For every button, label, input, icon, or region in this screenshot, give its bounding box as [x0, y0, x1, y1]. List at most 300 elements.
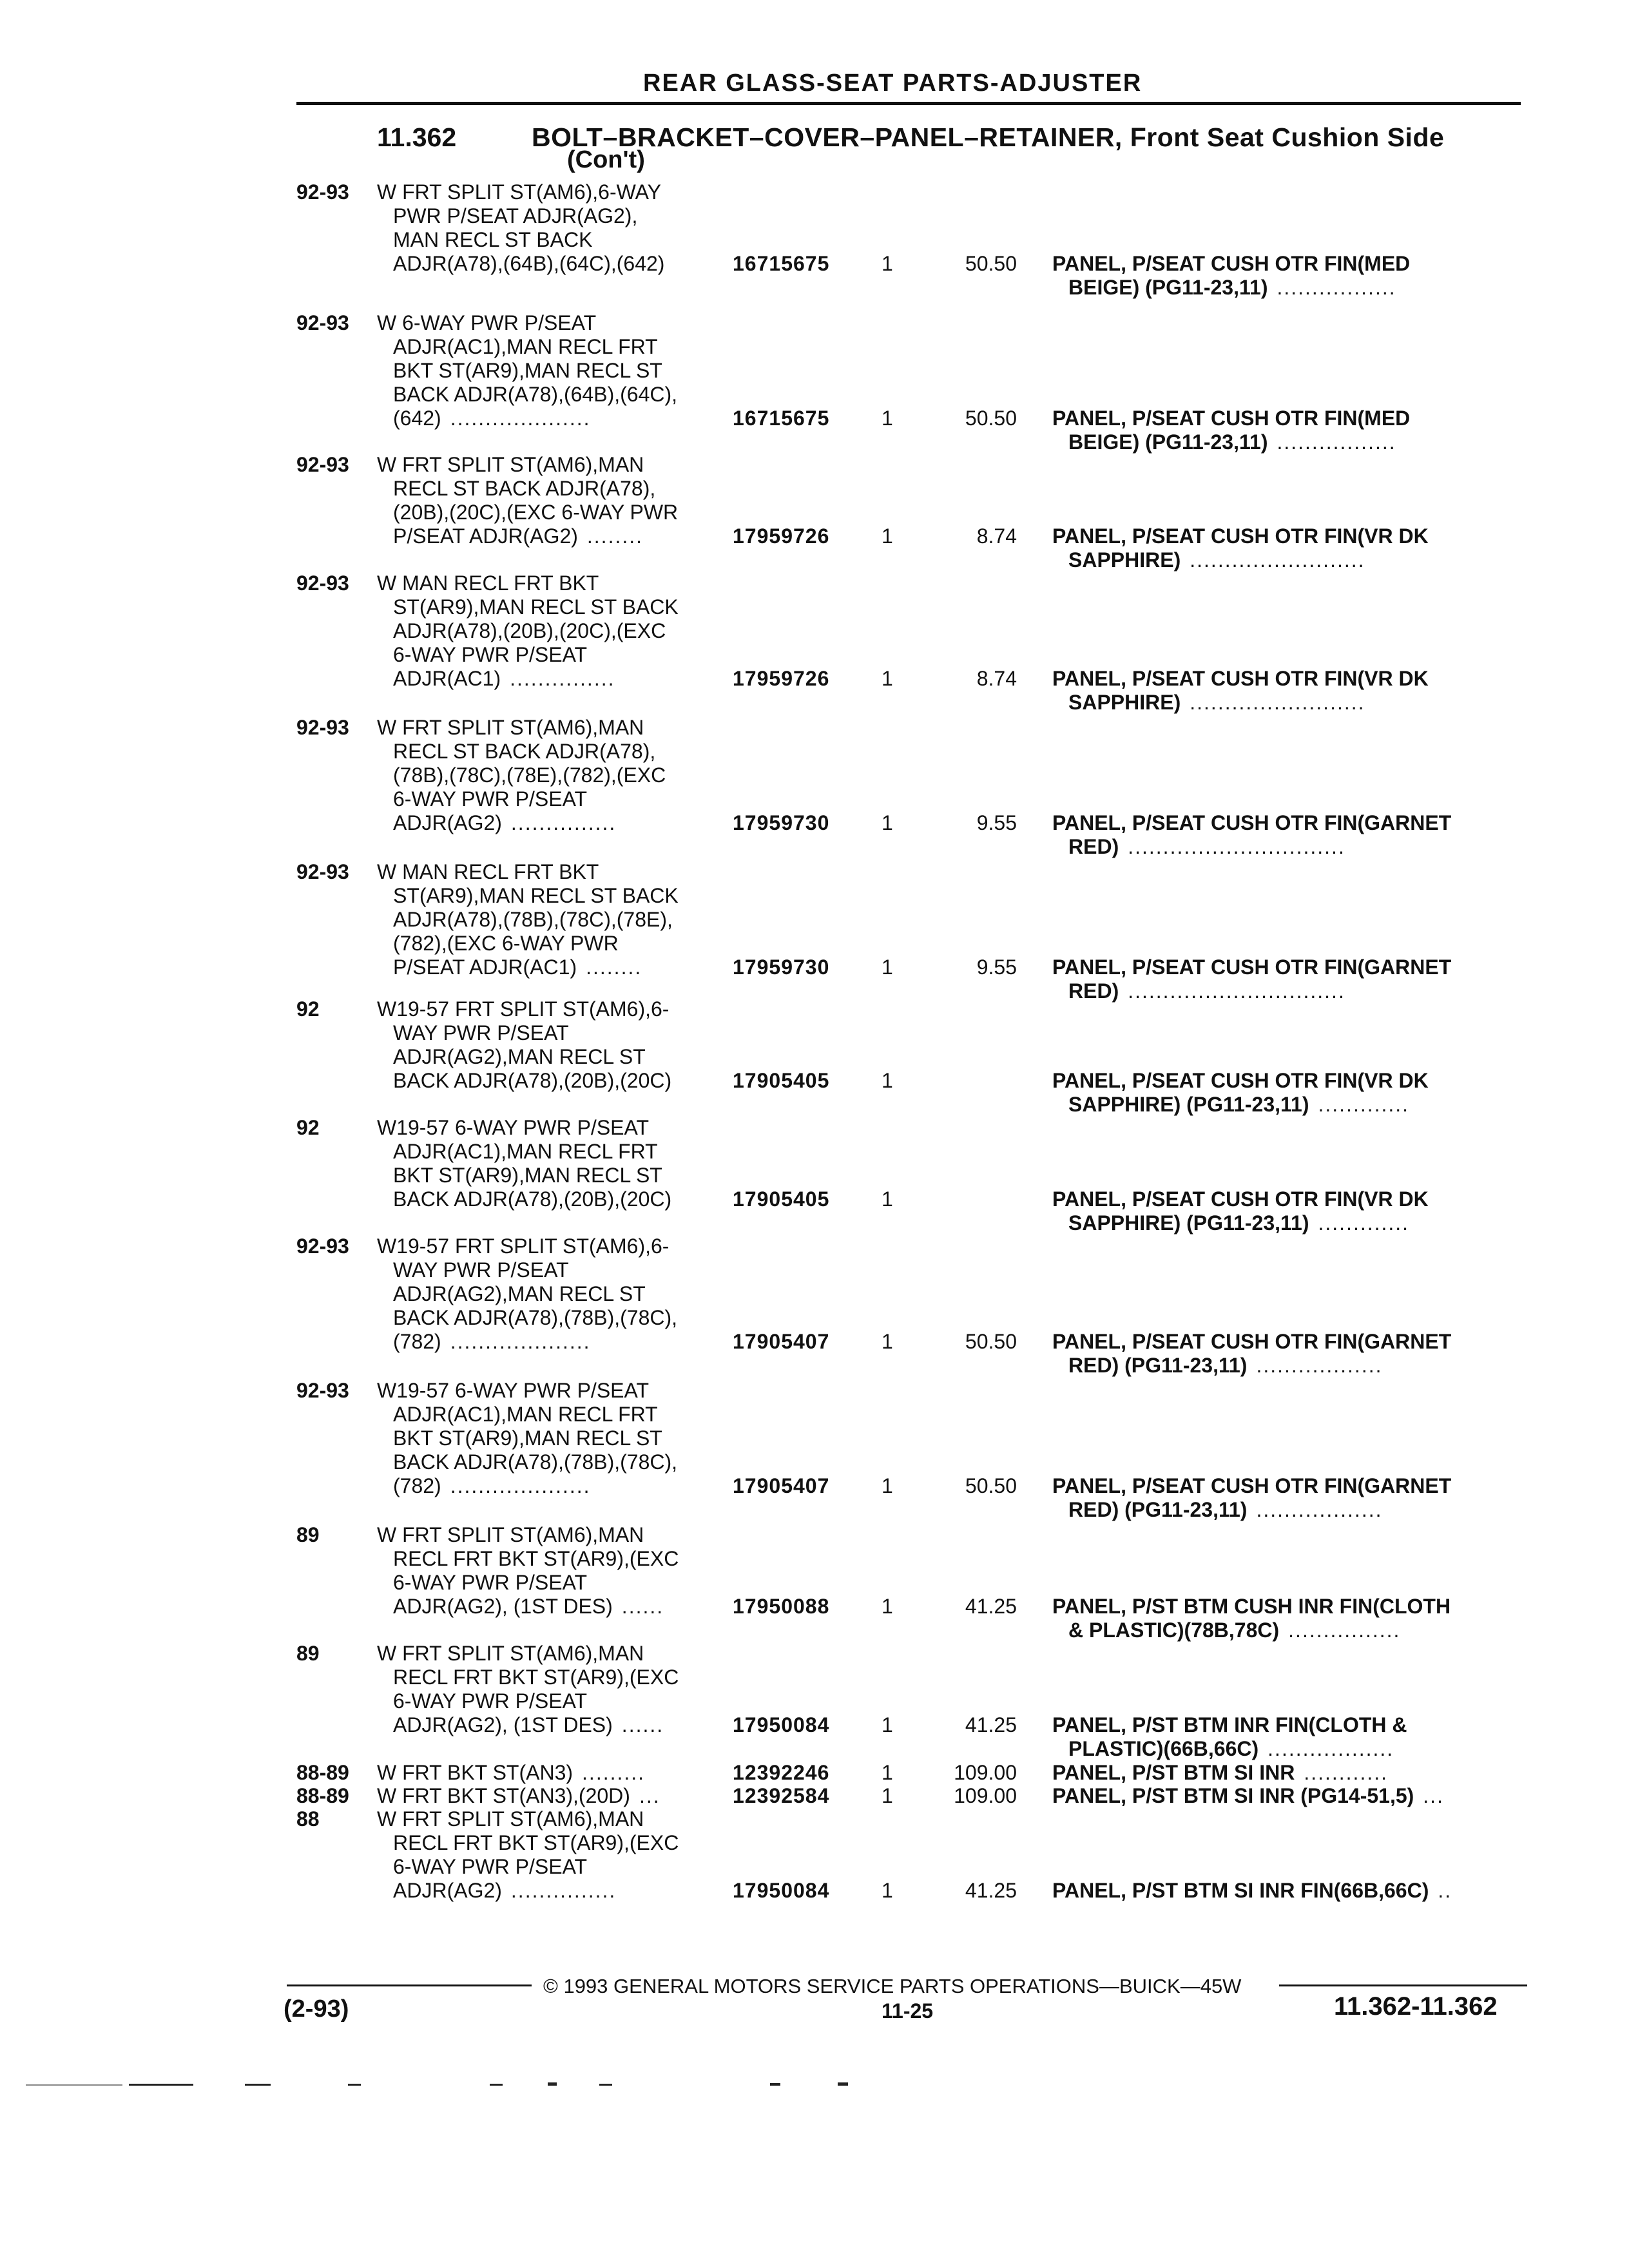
description-line [377, 1879, 679, 1903]
part-name-line [1052, 956, 1451, 979]
part-number: 17905405 [733, 1187, 830, 1211]
quantity: 1 [882, 1713, 893, 1736]
leader-dots: .................... [450, 1474, 591, 1497]
description-line [377, 1282, 677, 1306]
part-name-line [1052, 1713, 1407, 1737]
description-text: W MAN RECL FRT BKT [377, 572, 599, 595]
part-name-line [1052, 548, 1429, 572]
description-text: W FRT SPLIT ST(AM6),6-WAY [377, 180, 661, 204]
part-name-text: PANEL, P/SEAT CUSH OTR FIN(MED [1052, 252, 1411, 275]
entry-year: 88-89 [296, 1761, 349, 1784]
description-text: W19-57 6-WAY PWR P/SEAT [377, 1116, 650, 1139]
description-text: W FRT BKT ST(AN3) [377, 1761, 574, 1784]
description-line [377, 1140, 671, 1164]
description-text: ADJR(AC1) [393, 667, 501, 690]
quantity: 1 [882, 1069, 893, 1092]
entry-description [377, 1116, 671, 1211]
entry-year: 88-89 [296, 1784, 349, 1807]
leader-dots: ... [639, 1784, 660, 1807]
description-text: P/SEAT ADJR(AG2) [393, 524, 578, 548]
entry-description [377, 1642, 679, 1737]
part-name-line [1052, 1619, 1451, 1642]
part-name-line [1052, 252, 1410, 276]
entry-description [377, 572, 679, 691]
leader-dots: ......................... [1190, 691, 1365, 714]
entry-year: 92-93 [296, 860, 349, 883]
price: 41.25 [965, 1595, 1017, 1618]
part-name-text: PANEL, P/ST BTM SI INR [1052, 1761, 1295, 1784]
entry-year: 88 [296, 1807, 320, 1831]
description-line [377, 1523, 679, 1547]
description-text: BACK ADJR(A78),(78B),(78C), [393, 1306, 678, 1329]
description-line [377, 1761, 645, 1785]
description-line [377, 1474, 677, 1498]
part-name-line [1052, 430, 1410, 454]
description-line [377, 1069, 671, 1093]
description-text: ADJR(AG2), (1ST DES) [393, 1595, 613, 1618]
description-text: WAY PWR P/SEAT [393, 1021, 569, 1044]
leader-dots: ...... [621, 1713, 664, 1736]
footer-date-code: (2-93) [284, 1995, 349, 2023]
description-line [377, 1784, 660, 1808]
leader-dots: ............... [510, 667, 615, 690]
description-text: 6-WAY PWR P/SEAT [393, 643, 588, 666]
price: 9.55 [976, 956, 1017, 979]
description-line [377, 764, 666, 787]
quantity: 1 [882, 1879, 893, 1902]
part-name [1052, 1187, 1429, 1235]
description-line [377, 501, 678, 524]
description-text: P/SEAT ADJR(AC1) [393, 956, 577, 979]
part-name [1052, 252, 1410, 300]
description-text: WAY PWR P/SEAT [393, 1258, 569, 1282]
description-text: BKT ST(AR9),MAN RECL ST [393, 359, 662, 382]
price: 109.00 [954, 1761, 1017, 1784]
footer-page-number: 11-25 [882, 1999, 934, 2023]
part-name-line [1052, 979, 1451, 1003]
part-name-line [1052, 1595, 1451, 1619]
part-name [1052, 1879, 1452, 1903]
part-name-line [1052, 691, 1429, 715]
description-text: ADJR(A78),(64B),(64C),(642) [393, 252, 665, 275]
part-name-text: SAPPHIRE) [1068, 548, 1181, 572]
description-line [377, 932, 679, 956]
description-text: (782) [393, 1330, 441, 1353]
leader-dots: ............................... [1128, 835, 1345, 858]
entry-year: 92-93 [296, 572, 349, 595]
description-line [377, 1713, 679, 1737]
scan-artifact-dash [838, 2082, 848, 2086]
description-line [377, 667, 679, 691]
description-text: BACK ADJR(A78),(78B),(78C), [393, 1450, 678, 1474]
part-number: 17959726 [733, 667, 830, 690]
description-text: 6-WAY PWR P/SEAT [393, 1855, 588, 1878]
leader-dots: ...... [621, 1595, 664, 1618]
part-name-text: & PLASTIC)(78B,78C) [1068, 1619, 1280, 1642]
part-name [1052, 1069, 1429, 1117]
part-name-text: PANEL, P/ST BTM SI INR (PG14-51,5) [1052, 1784, 1414, 1807]
part-name-text: RED) (PG11-23,11) [1068, 1354, 1248, 1377]
description-text: W FRT SPLIT ST(AM6),MAN [377, 1807, 644, 1831]
part-name-line [1052, 1354, 1451, 1378]
quantity: 1 [882, 1474, 893, 1497]
description-line [377, 908, 679, 932]
section-continued: (Con't) [567, 146, 645, 173]
part-name [1052, 407, 1410, 454]
leader-dots: ... [1423, 1784, 1444, 1807]
part-name-line [1052, 1737, 1407, 1761]
description-text: ADJR(AC1),MAN RECL FRT [393, 1140, 658, 1163]
part-name [1052, 667, 1429, 715]
part-name [1052, 1474, 1451, 1522]
description-text: 6-WAY PWR P/SEAT [393, 787, 588, 811]
entry-description [377, 311, 677, 430]
description-text: ADJR(AG2),MAN RECL ST [393, 1045, 646, 1068]
part-number: 17959730 [733, 811, 830, 834]
description-line [377, 1164, 671, 1187]
description-line [377, 1547, 679, 1571]
description-text: MAN RECL ST BACK [393, 228, 593, 251]
description-line [377, 1021, 671, 1045]
entry-year: 92-93 [296, 180, 349, 204]
leader-dots: ................. [1277, 276, 1396, 299]
description-line [377, 1187, 671, 1211]
part-name [1052, 811, 1451, 859]
entry-description [377, 1807, 679, 1903]
quantity: 1 [882, 1330, 893, 1353]
description-text: (20B),(20C),(EXC 6-WAY PWR [393, 501, 679, 524]
part-name-text: SAPPHIRE) (PG11-23,11) [1068, 1211, 1309, 1235]
description-line [377, 787, 666, 811]
description-text: ADJR(A78),(78B),(78C),(78E), [393, 908, 673, 931]
price: 9.55 [976, 811, 1017, 834]
description-text: (642) [393, 407, 441, 430]
quantity: 1 [882, 811, 893, 834]
description-text: W FRT SPLIT ST(AM6),MAN [377, 1523, 644, 1546]
leader-dots: ......... [582, 1761, 646, 1784]
part-name [1052, 1595, 1451, 1642]
description-line [377, 884, 679, 908]
leader-dots: ............... [510, 1879, 617, 1902]
description-text: PWR P/SEAT ADJR(AG2), [393, 204, 638, 227]
leader-dots: ................. [1277, 430, 1396, 454]
description-text: 6-WAY PWR P/SEAT [393, 1571, 588, 1594]
leader-dots: ................ [1288, 1619, 1401, 1642]
description-line [377, 335, 677, 359]
part-name [1052, 1713, 1407, 1761]
description-line [377, 453, 678, 477]
part-number: 16715675 [733, 252, 830, 275]
description-line [377, 1427, 677, 1450]
description-line [377, 572, 679, 595]
leader-dots: .................... [450, 407, 591, 430]
part-name-line [1052, 1069, 1429, 1093]
leader-dots: ............... [510, 811, 617, 834]
description-text: ADJR(AG2) [393, 1879, 502, 1902]
description-text: (782),(EXC 6-WAY PWR [393, 932, 619, 955]
description-text: 6-WAY PWR P/SEAT [393, 1689, 588, 1713]
part-name-text: PLASTIC)(66B,66C) [1068, 1737, 1259, 1760]
description-line [377, 180, 664, 204]
entry-year: 89 [296, 1642, 320, 1665]
part-number: 17950084 [733, 1879, 830, 1902]
part-number: 12392246 [733, 1761, 830, 1784]
description-line [377, 595, 679, 619]
part-name-line [1052, 276, 1410, 300]
entry-year: 92-93 [296, 453, 349, 476]
description-text: W FRT BKT ST(AN3),(20D) [377, 1784, 630, 1807]
quantity: 1 [882, 956, 893, 979]
entry-year: 92-93 [296, 1235, 349, 1258]
description-line [377, 407, 677, 430]
part-number: 17905407 [733, 1330, 830, 1353]
description-text: W FRT SPLIT ST(AM6),MAN [377, 1642, 644, 1665]
description-line [377, 619, 679, 643]
description-text: BKT ST(AR9),MAN RECL ST [393, 1427, 662, 1450]
leader-dots: .................. [1268, 1737, 1394, 1760]
description-text: ADJR(AG2) [393, 811, 502, 834]
description-line [377, 311, 677, 335]
part-name-line [1052, 1784, 1444, 1808]
footer-rule-right [1279, 1984, 1527, 1986]
entry-description [377, 860, 679, 979]
description-text: ST(AR9),MAN RECL ST BACK [393, 595, 679, 619]
part-name-text: PANEL, P/SEAT CUSH OTR FIN(MED [1052, 407, 1411, 430]
part-name-line [1052, 1330, 1451, 1354]
footer-section-range: 11.362-11.362 [1334, 1992, 1498, 2021]
leader-dots: .................. [1256, 1354, 1383, 1377]
part-name-text: PANEL, P/SEAT CUSH OTR FIN(VR DK [1052, 667, 1429, 690]
description-line [377, 477, 678, 501]
scan-artifact-dash [245, 2084, 271, 2086]
description-line [377, 1330, 677, 1354]
leader-dots: ............. [1318, 1211, 1410, 1235]
quantity: 1 [882, 524, 893, 548]
page-header-title: REAR GLASS-SEAT PARTS-ADJUSTER [643, 70, 1142, 97]
part-name-text: RED) [1068, 979, 1119, 1003]
description-line [377, 716, 666, 740]
description-line [377, 1689, 679, 1713]
description-text: RECL FRT BKT ST(AR9),(EXC [393, 1831, 679, 1854]
description-text: W19-57 FRT SPLIT ST(AM6),6- [377, 997, 670, 1021]
part-name-text: PANEL, P/SEAT CUSH OTR FIN(GARNET [1052, 1330, 1452, 1353]
part-name-text: PANEL, P/SEAT CUSH OTR FIN(VR DK [1052, 524, 1429, 548]
part-name-line [1052, 1879, 1452, 1903]
description-text: ADJR(AG2), (1ST DES) [393, 1713, 613, 1736]
quantity: 1 [882, 1187, 893, 1211]
description-line [377, 1403, 677, 1427]
part-name-text: PANEL, P/ST BTM CUSH INR FIN(CLOTH [1052, 1595, 1451, 1618]
leader-dots: ............................... [1128, 979, 1345, 1003]
part-number: 16715675 [733, 407, 830, 430]
leader-dots: .. [1438, 1879, 1452, 1902]
description-line [377, 1595, 679, 1619]
description-text: W MAN RECL FRT BKT [377, 860, 599, 883]
part-name-line [1052, 1093, 1429, 1117]
part-number: 17950088 [733, 1595, 830, 1618]
description-text: W 6-WAY PWR P/SEAT [377, 311, 597, 334]
description-line [377, 1306, 677, 1330]
description-line [377, 1855, 679, 1879]
scan-artifact-dash [129, 2084, 193, 2086]
description-line [377, 811, 666, 835]
price: 50.50 [965, 1474, 1017, 1497]
part-name-text: PANEL, P/SEAT CUSH OTR FIN(VR DK [1052, 1069, 1429, 1092]
scan-artifact-dash [770, 2083, 780, 2086]
scan-artifact-dash [599, 2084, 612, 2086]
entry-description [377, 997, 671, 1093]
leader-dots: .................. [1256, 1498, 1383, 1521]
part-name-text: BEIGE) (PG11-23,11) [1068, 276, 1268, 299]
leader-dots: ........ [586, 956, 642, 979]
description-text: W19-57 FRT SPLIT ST(AM6),6- [377, 1235, 670, 1258]
leader-dots: ............. [1318, 1093, 1410, 1116]
part-name-text: SAPPHIRE) (PG11-23,11) [1068, 1093, 1309, 1116]
price: 50.50 [965, 407, 1017, 430]
footer-rule-left [287, 1984, 532, 1986]
description-line [377, 1666, 679, 1689]
part-name-line [1052, 1211, 1429, 1235]
entry-description [377, 453, 678, 548]
price: 109.00 [954, 1784, 1017, 1807]
leader-dots: ......................... [1190, 548, 1365, 572]
part-number: 17959726 [733, 524, 830, 548]
description-line [377, 1571, 679, 1595]
description-line [377, 1450, 677, 1474]
part-number: 12392584 [733, 1784, 830, 1807]
section-number: 11.362 [377, 122, 457, 152]
entry-description [377, 1523, 679, 1619]
entry-description [377, 180, 664, 276]
footer-copyright: © 1993 GENERAL MOTORS SERVICE PARTS OPERATIONS—BUICK—45W [543, 1975, 1242, 1997]
part-name-text: PANEL, P/SEAT CUSH OTR FIN(GARNET [1052, 811, 1452, 834]
description-text: BACK ADJR(A78),(20B),(20C) [393, 1187, 672, 1211]
description-text: (782) [393, 1474, 441, 1497]
leader-dots: .................... [450, 1330, 591, 1353]
quantity: 1 [882, 1784, 893, 1807]
description-line [377, 740, 666, 764]
part-name-text: RED) [1068, 835, 1119, 858]
price: 50.50 [965, 252, 1017, 275]
scan-artifact-dash [348, 2084, 361, 2086]
description-line [377, 1831, 679, 1855]
description-line [377, 1807, 679, 1831]
description-line [377, 1379, 677, 1403]
part-name [1052, 1330, 1451, 1378]
part-name-text: PANEL, P/SEAT CUSH OTR FIN(GARNET [1052, 956, 1452, 979]
part-name-text: SAPPHIRE) [1068, 691, 1181, 714]
entry-description [377, 1761, 645, 1785]
part-name-line [1052, 524, 1429, 548]
part-name-line [1052, 1761, 1388, 1785]
description-line [377, 204, 664, 228]
description-text: W FRT SPLIT ST(AM6),MAN [377, 716, 644, 739]
part-name [1052, 1761, 1388, 1785]
part-number: 17905407 [733, 1474, 830, 1497]
quantity: 1 [882, 1595, 893, 1618]
part-name-line [1052, 1187, 1429, 1211]
entry-year: 92-93 [296, 1379, 349, 1402]
part-name-text: BEIGE) (PG11-23,11) [1068, 430, 1268, 454]
description-text: ADJR(A78),(20B),(20C),(EXC [393, 619, 666, 642]
price: 41.25 [965, 1879, 1017, 1902]
description-text: ADJR(AC1),MAN RECL FRT [393, 1403, 658, 1426]
part-name [1052, 524, 1429, 572]
part-number: 17950084 [733, 1713, 830, 1736]
description-line [377, 383, 677, 407]
description-text: BACK ADJR(A78),(64B),(64C), [393, 383, 678, 406]
description-line [377, 956, 679, 979]
leader-dots: ............ [1304, 1761, 1388, 1784]
description-text: RECL FRT BKT ST(AR9),(EXC [393, 1547, 679, 1570]
part-name [1052, 956, 1451, 1003]
leader-dots: ........ [586, 524, 644, 548]
part-name-line [1052, 1498, 1451, 1522]
description-text: RECL ST BACK ADJR(A78), [393, 477, 656, 500]
description-line [377, 228, 664, 252]
part-name-text: PANEL, P/ST BTM INR FIN(CLOTH & [1052, 1713, 1407, 1736]
description-text: W FRT SPLIT ST(AM6),MAN [377, 453, 644, 476]
entry-description [377, 1784, 660, 1808]
description-text: ADJR(AG2),MAN RECL ST [393, 1282, 646, 1305]
quantity: 1 [882, 1761, 893, 1784]
description-line [377, 252, 664, 276]
description-line [377, 1235, 677, 1258]
part-name-line [1052, 1474, 1451, 1498]
description-text: W19-57 6-WAY PWR P/SEAT [377, 1379, 650, 1402]
description-line [377, 1642, 679, 1666]
part-name-text: PANEL, P/SEAT CUSH OTR FIN(GARNET [1052, 1474, 1452, 1497]
quantity: 1 [882, 667, 893, 690]
description-text: ADJR(AC1),MAN RECL FRT [393, 335, 658, 358]
entry-description [377, 1379, 677, 1498]
description-line [377, 643, 679, 667]
description-line [377, 1116, 671, 1140]
part-number: 17959730 [733, 956, 830, 979]
description-line [377, 359, 677, 383]
part-name-text: PANEL, P/SEAT CUSH OTR FIN(VR DK [1052, 1187, 1429, 1211]
part-name [1052, 1784, 1444, 1808]
part-name-line [1052, 835, 1451, 859]
description-line [377, 1258, 677, 1282]
entry-year: 92-93 [296, 311, 349, 334]
description-line [377, 860, 679, 884]
part-name-line [1052, 667, 1429, 691]
description-text: ST(AR9),MAN RECL ST BACK [393, 884, 679, 907]
scan-artifact-dash [490, 2084, 503, 2086]
part-name-line [1052, 407, 1410, 430]
description-line [377, 997, 671, 1021]
entry-year: 89 [296, 1523, 320, 1546]
part-name-text: PANEL, P/ST BTM SI INR FIN(66B,66C) [1052, 1879, 1429, 1902]
price: 8.74 [976, 524, 1017, 548]
description-text: (78B),(78C),(78E),(782),(EXC [393, 764, 666, 787]
part-name-line [1052, 811, 1451, 835]
description-text: BACK ADJR(A78),(20B),(20C) [393, 1069, 672, 1092]
price: 8.74 [976, 667, 1017, 690]
price: 50.50 [965, 1330, 1017, 1353]
scan-artifact-dash [548, 2082, 557, 2086]
entry-year: 92 [296, 997, 320, 1021]
entry-description [377, 716, 666, 835]
scan-artifact-line [26, 2084, 122, 2086]
quantity: 1 [882, 252, 893, 275]
description-text: BKT ST(AR9),MAN RECL ST [393, 1164, 662, 1187]
description-text: RECL ST BACK ADJR(A78), [393, 740, 656, 763]
section-title: BOLT–BRACKET–COVER–PANEL–RETAINER, Front Seat Cushion Side [532, 122, 1445, 152]
part-name-text: RED) (PG11-23,11) [1068, 1498, 1248, 1521]
quantity: 1 [882, 407, 893, 430]
